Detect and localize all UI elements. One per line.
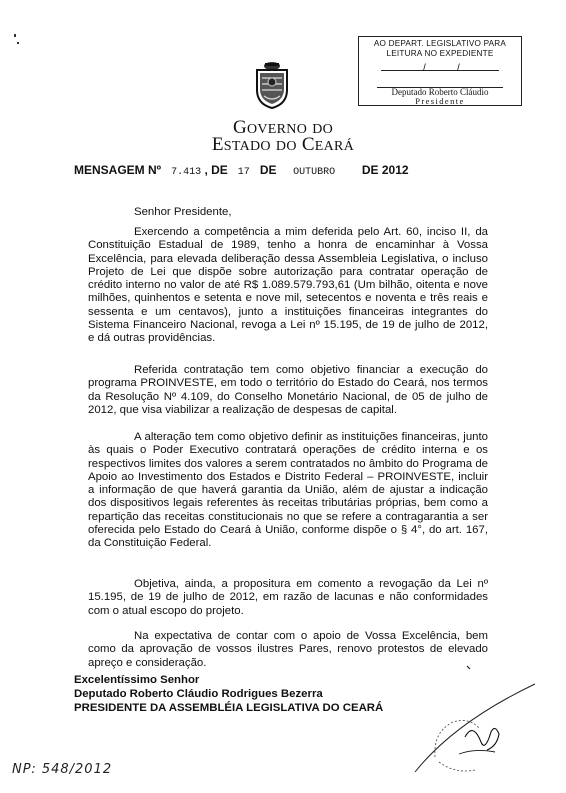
message-month: OUTUBRO bbox=[293, 167, 336, 178]
closing-recipient-name: Deputado Roberto Cláudio Rodrigues Bezerra bbox=[74, 688, 323, 700]
message-year: 2012 bbox=[381, 163, 409, 177]
stamp-line-1: AO DEPART. LEGISLATIVO PARA bbox=[373, 39, 507, 48]
body-paragraph: Na expectativa de contar com o apoio de Vossa Excelência, bem como da aprovação de vossos ilustres Pares, renovo protestos de elevado apreço e consideração. bbox=[88, 630, 488, 669]
stamp-date-slash: / bbox=[457, 63, 460, 74]
reception-stamp bbox=[358, 36, 522, 106]
scan-mark bbox=[14, 34, 16, 37]
scan-mark bbox=[17, 42, 19, 44]
stamp-role: Presidente bbox=[415, 96, 465, 106]
body-paragraph: Referida contratação tem como objetivo financiar a execução do programa PROINVESTE, em todo o território do Estado do Ceará, nos termos da Resolução Nº 4.109, do Conselho Monetário Nacional, de 05 de julho de 2012, que visa viabilizar a realização de despesas de capital. bbox=[88, 364, 488, 416]
handwritten-signature bbox=[395, 662, 545, 782]
stamp-name: Deputado Roberto Cláudio bbox=[391, 87, 489, 97]
stamp-date-line bbox=[381, 69, 499, 71]
closing-recipient-title: PRESIDENTE DA ASSEMBLÉIA LEGISLATIVA DO CEARÁ bbox=[74, 702, 384, 714]
message-label: MENSAGEM Nº bbox=[74, 163, 162, 177]
closing-salutation: Excelentíssimo Senhor bbox=[74, 674, 200, 686]
body-paragraph: A alteração tem como objetivo definir as instituições financeiras, junto às quais o Poder Executivo contratará operações de crédito interna e os respectivos limites dos valores a serem contratados no âmbito do Programa de Apoio ao Investimento dos Estados e Distrito Federal – PROINVESTE, incluir a informação de que haverá garantia da União, além de ajustar a indicação dos dispositivos legais referentes às receitas tributárias próprias, bem como a repartição das receitas constitucionais no que se refere a contragarantia a ser oferecida pelo Estado do Ceará à União, conforme dispõe o § 4°, do art. 167, da Constituição Federal. bbox=[88, 431, 488, 550]
body-paragraph: Objetiva, ainda, a propositura em comento a revogação da Lei nº 15.195, de 19 de julho de 2012, em razão de lacunas e não conformidades com o atual escopo do projeto. bbox=[88, 578, 488, 617]
message-day: 17 bbox=[237, 167, 250, 178]
stamp-line-2: LEITURA NO EXPEDIENTE bbox=[386, 49, 494, 58]
message-number-line: MENSAGEM Nº 7.413 , DE 17 DE OUTUBRO DE 2012 bbox=[74, 163, 409, 178]
handwritten-protocol-number: NP: 548/2012 bbox=[12, 762, 113, 777]
message-number: 7.413 bbox=[171, 167, 202, 178]
stamp-date-slash: / bbox=[423, 63, 426, 74]
greeting: Senhor Presidente, bbox=[134, 206, 232, 218]
header-estado: ESTADO DO CEARÁ bbox=[211, 134, 355, 155]
body-paragraph: Exercendo a competência a mim deferida pelo Art. 60, inciso II, da Constituição Estadual de 1989, tenho a honra de encaminhar à Vossa Excelência, para elevada deliberação dessa Assembleia Legislativa, o incluso Projeto de Lei que dispõe sobre autorização para contratar operação de crédito interno no valor de até R$ 1.089.579.793,61 (Um bilhão, oitenta e nove milhões, quinhentos e setenta e nove mil, setecentos e noventa e três reais e sessenta e um centavos), junto a instituições financeiras integrantes do Sistema Financeiro Nacional, revoga a Lei nº 15.195, de 19 de julho de 2012, e dá outras providências. bbox=[88, 226, 488, 345]
header-governo: GOVERNO DO bbox=[232, 117, 334, 138]
coat-of-arms-logo bbox=[254, 60, 290, 110]
